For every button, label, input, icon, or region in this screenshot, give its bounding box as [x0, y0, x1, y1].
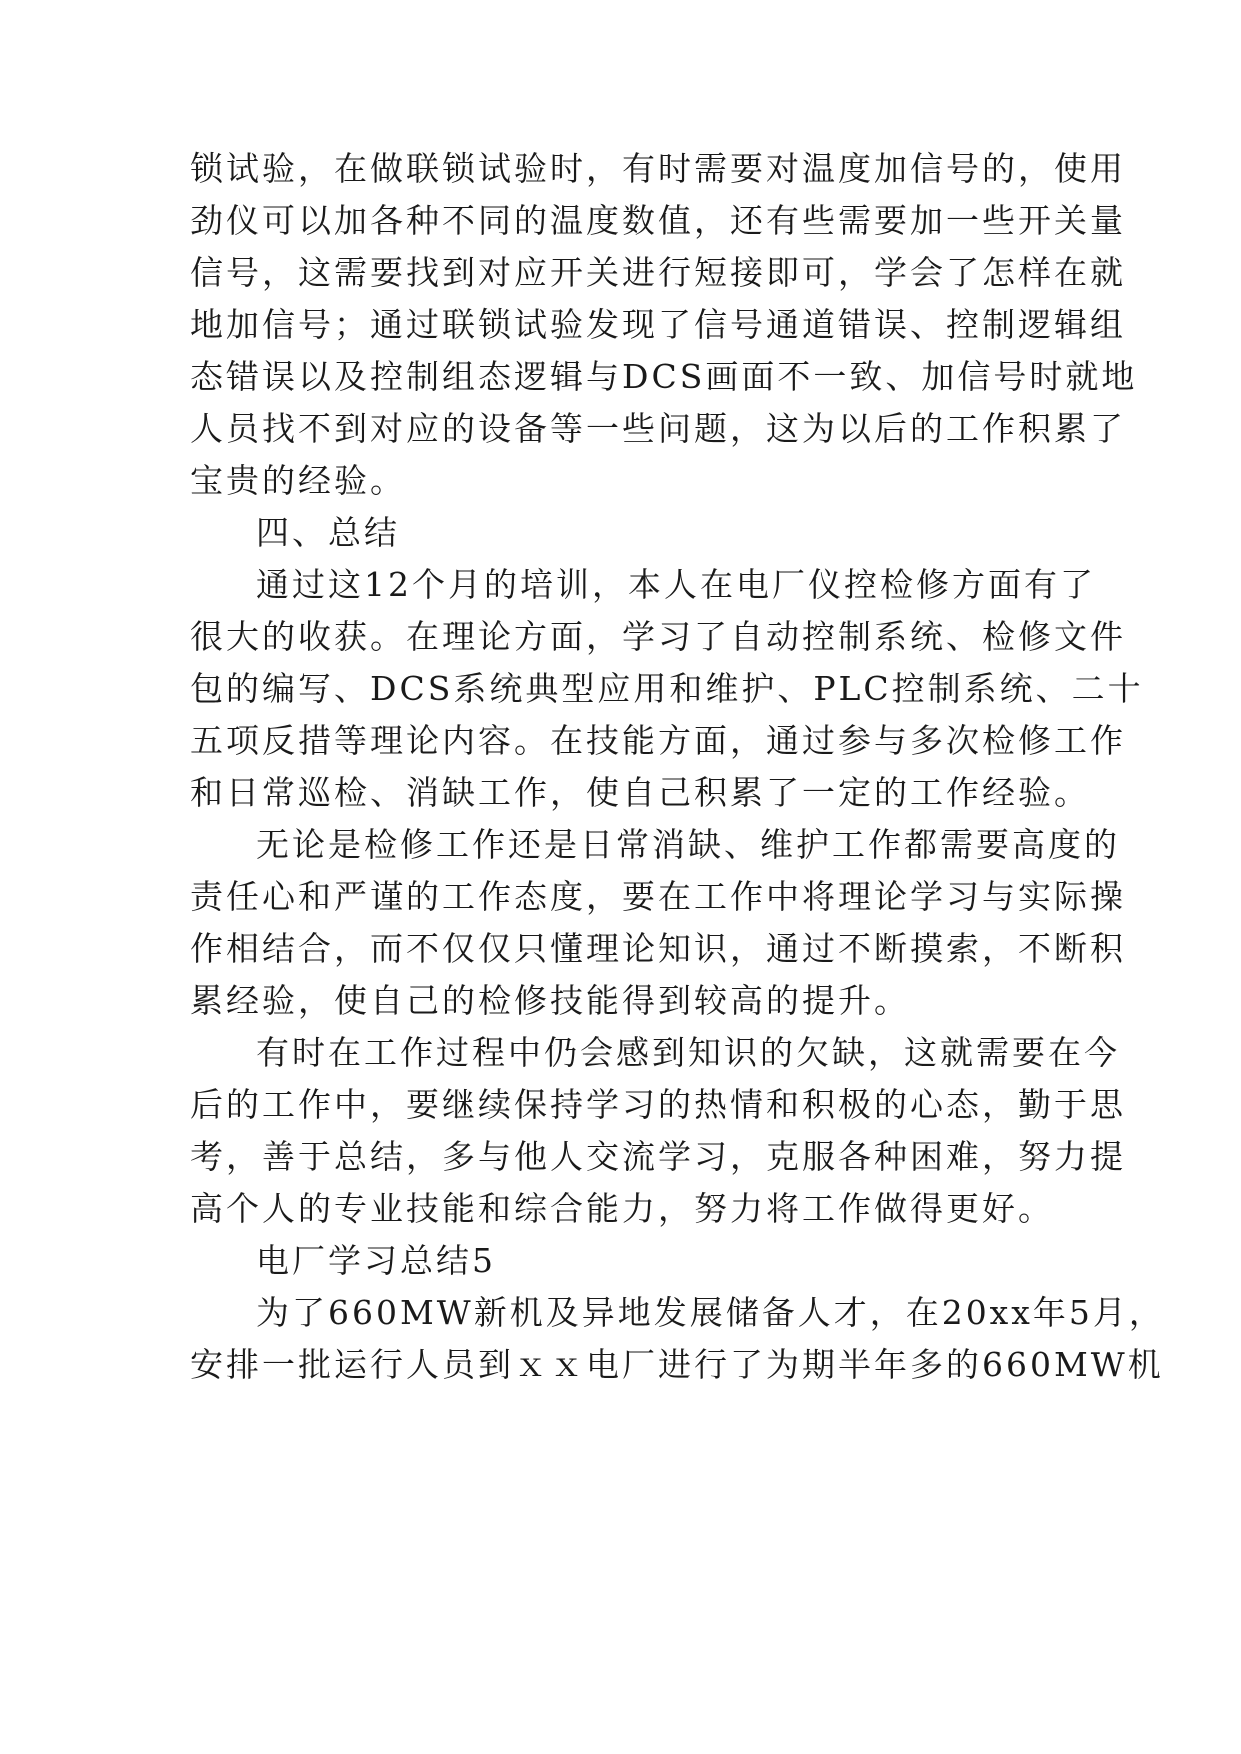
text-line: 后的工作中，要继续保持学习的热情和积极的心态，勤于思 [190, 1085, 1126, 1124]
text-line: 锁试验，在做联锁试验时，有时需要对温度加信号的，使用 [190, 149, 1126, 188]
text-line: 安排一批运行人员到ｘｘ电厂进行了为期半年多的660MW机 [190, 1345, 1164, 1384]
text-line: 地加信号；通过联锁试验发现了信号通道错误、控制逻辑组 [190, 305, 1126, 344]
text-line: 五项反措等理论内容。在技能方面，通过参与多次检修工作 [190, 721, 1126, 760]
section-heading: 四、总结 [256, 513, 400, 552]
text-line: 高个人的专业技能和综合能力，努力将工作做得更好。 [190, 1189, 1054, 1228]
text-line: 无论是检修工作还是日常消缺、维护工作都需要高度的 [256, 825, 1120, 864]
text-line: 和日常巡检、消缺工作，使自己积累了一定的工作经验。 [190, 773, 1090, 812]
text-line: 累经验，使自己的检修技能得到较高的提升。 [190, 981, 910, 1020]
text-line: 人员找不到对应的设备等一些问题，这为以后的工作积累了 [190, 409, 1126, 448]
text-line: 包的编写、DCS系统典型应用和维护、PLC控制系统、二十 [190, 669, 1144, 708]
text-line: 很大的收获。在理论方面，学习了自动控制系统、检修文件 [190, 617, 1126, 656]
text-line: 态错误以及控制组态逻辑与DCS画面不一致、加信号时就地 [190, 357, 1138, 396]
text-line: 宝贵的经验。 [190, 461, 406, 500]
text-line: 考，善于总结，多与他人交流学习，克服各种困难，努力提 [190, 1137, 1126, 1176]
text-line: 作相结合，而不仅仅只懂理论知识，通过不断摸索，不断积 [190, 929, 1126, 968]
text-line: 劲仪可以加各种不同的温度数值，还有些需要加一些开关量 [190, 201, 1126, 240]
section-heading: 电厂学习总结5 [256, 1241, 496, 1280]
text-line: 为了660MW新机及异地发展储备人才，在20xx年5月， [256, 1293, 1165, 1332]
text-line: 通过这12个月的培训，本人在电厂仪控检修方面有了 [256, 565, 1096, 604]
text-line: 责任心和严谨的工作态度，要在工作中将理论学习与实际操 [190, 877, 1126, 916]
text-line: 有时在工作过程中仍会感到知识的欠缺，这就需要在今 [256, 1033, 1120, 1072]
text-line: 信号，这需要找到对应开关进行短接即可，学会了怎样在就 [190, 253, 1126, 292]
